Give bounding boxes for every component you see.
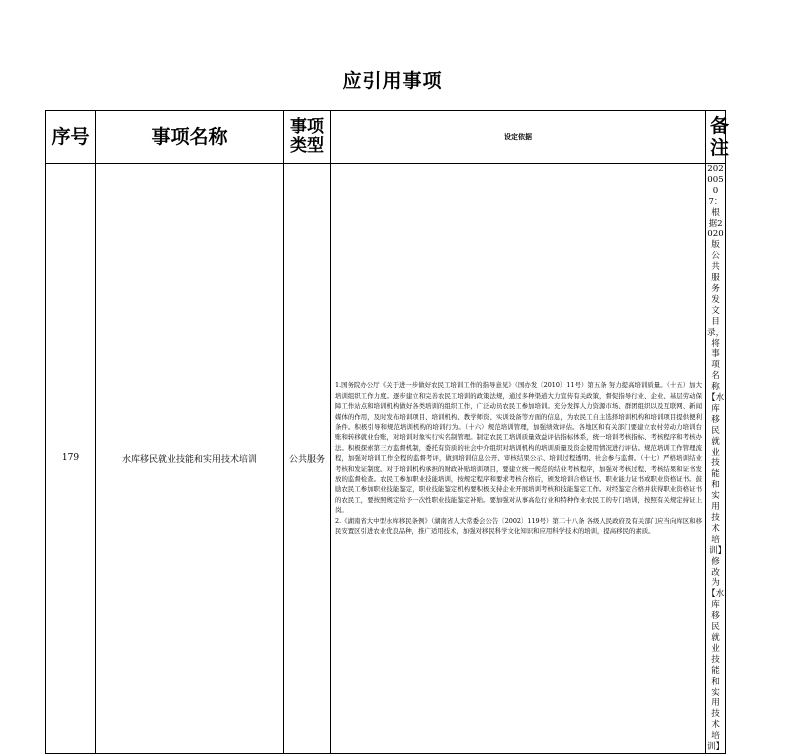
legal-basis-clause-2: 2.《湖南省大中型水库移民条例》（湖南省人大常委会公告〔2002〕119号）第二十八条 各级人民政府及有关部门应当向库区和移民安置区引进农业优良品种，推广适用技术，加强对移民科学文化知识和应用科学技术的培训，提高移民的素质。 — [335, 516, 702, 536]
page-title: 应引用事项 — [342, 70, 443, 92]
row-note: 20200507：根据2020版公共服务发文目录，将事项名称【水库移民就业技能和实用技术培训】修改为【水库移民就业技能和实用技术培训】 — [707, 164, 725, 753]
table-header-row — [46, 111, 726, 164]
header-note: 备注 — [706, 111, 726, 164]
header-legal-basis: 设定依据 — [331, 111, 706, 164]
items-table — [45, 110, 730, 754]
header-seq: 序号 — [46, 111, 96, 164]
table-row — [46, 164, 726, 754]
legal-basis-clause-1: 1.国务院办公厅《关于进一步做好农民工培训工作的指导意见》（国办发〔2010〕11号）第五条 努力提高培训质量。（十五）加大培训组织工作力度。逐步建立和完善农民工培训的政策法规，通过多种渠道大力宣传有关政策，督促指导行业、企业、基层劳动保障工作站点和培训机构做好各类培训的组织工作，广泛动员农民工参加培训。充分发挥人力资源市场、群团组织以及互联网、新闻媒体的作用，及时发布培训项目、培训机构、教学师资、实训设备等方面的信息，为农民工自主选择培训机构和培训项目提供便利条件。积极引导和规范培训机构的培训行为。（十六）规范培训管理，加强绩效评估。各地区和有关部门要建立农村劳动力培训台账和转移就业台账，对培训对象实行实名制管理。制定农民工培训质量效益评估指标体系，统一培训考核指标、考核程序和考核办法。积极探索第三方监督机制，委托有资质的社会中介组织对培训机构的培训质量及资金使用情况进行评估。规范培训工作管理流程，加强对培训工作全程的监督考评，做到培训信息公开、审核结果公示、培训过程透明、社会参与监督。（十七）严格培训结业考核和发证制度。对于培训机构承担的财政补贴培训项目，要建立统一规范的结业考核程序，加强对考核过程、考核结果和证书发放的监督检查。农民工参加职业技能培训，按规定程序和要求考核合格后，颁发培训合格证书、职业能力证书或职业资格证书。鼓励农民工参加职业技能鉴定，职业技能鉴定机构要积极支持企业开展培训考核和技能鉴定工作。对经鉴定合格并获得职业资格证书的农民工，要按照规定给予一次性职业技能鉴定补贴。要加强对从事高危行业和特种作业农民工的专门培训，按照有关规定持证上岗。 — [335, 381, 702, 515]
row-item-name: 水库移民就业技能和实用技术培训 — [96, 164, 284, 754]
header-item-name: 事项名称 — [96, 111, 284, 164]
row-seq: 179 — [46, 164, 96, 754]
row-item-type: 公共服务 — [284, 164, 331, 754]
header-item-type: 事项类型 — [284, 111, 331, 164]
row-legal-basis — [331, 164, 706, 754]
